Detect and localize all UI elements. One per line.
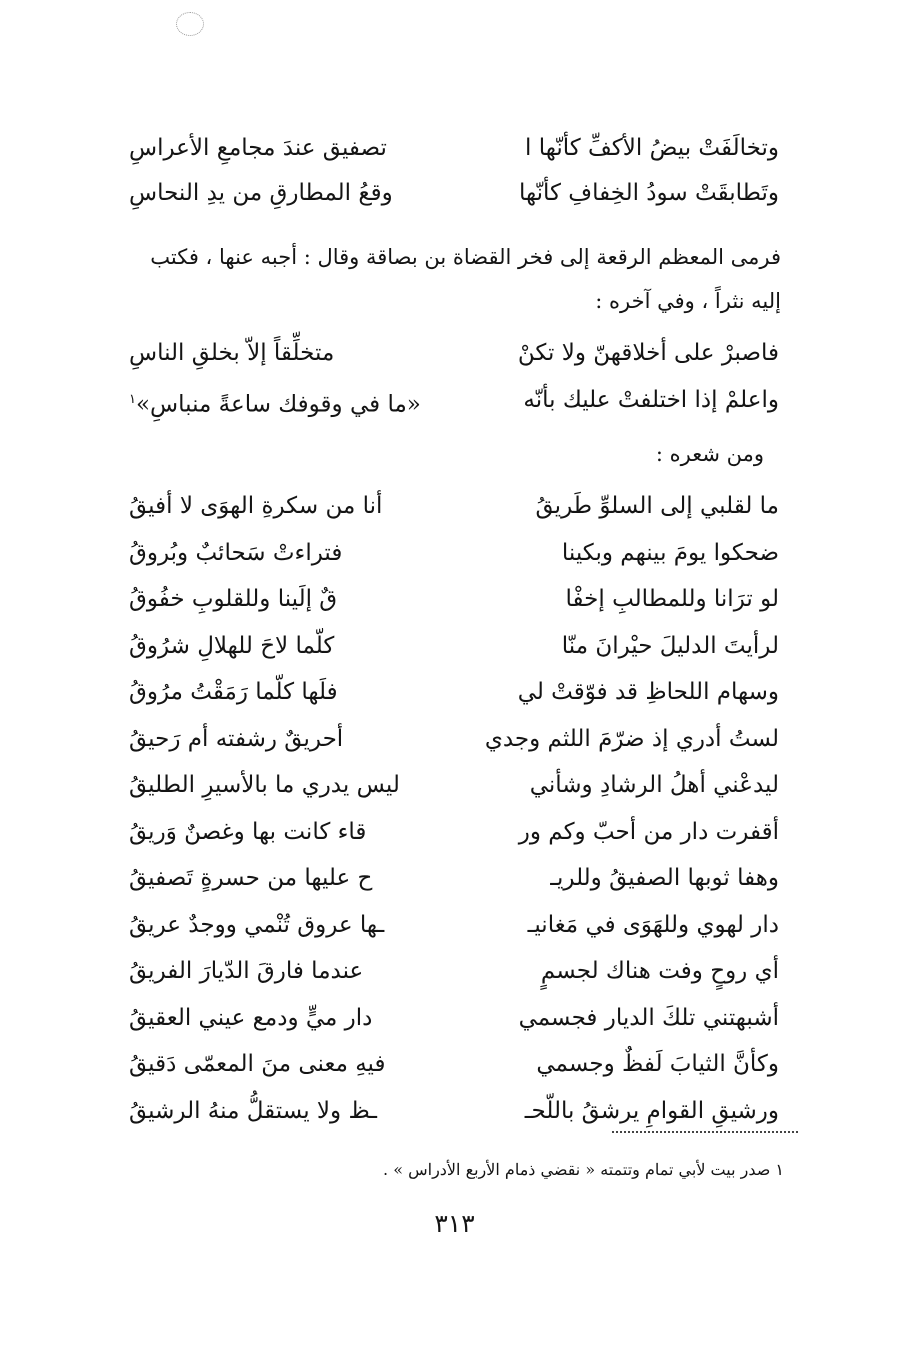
poem-verse xyxy=(129,483,779,531)
poem-verse xyxy=(129,809,779,857)
footnote-marker: ١ xyxy=(129,392,136,407)
poem-verse xyxy=(129,623,779,671)
poem-verse xyxy=(129,716,779,764)
verse-first-hemistich: لستُ أدري إذ ضرّمَ اللثم وجدي xyxy=(484,725,779,752)
verse-second-hemistich: قٌ إلَينا وللقلوبِ خفُوقُ xyxy=(129,586,338,612)
verse-line xyxy=(129,377,779,425)
verse-first-hemistich: واعلمْ إذا اختلفتْ عليك بأنّه xyxy=(523,387,779,413)
section-heading: ومن شعره : xyxy=(655,442,764,466)
verse-second-hemistich: ـظ ولا يستقلُّ منهُ الرشيقُ xyxy=(129,1097,378,1124)
poem-verse xyxy=(129,1088,779,1136)
verse-second-hemistich: قاء كانت بها وغصنٌ وَريقُ xyxy=(129,818,367,845)
verse-first-hemistich: ورشيقِ القوامِ يرشقُ باللّحـ xyxy=(524,1097,779,1124)
poem-verse xyxy=(129,762,779,810)
verse-second-hemistich: ـها عروق تُنْمي ووجدٌ عريقُ xyxy=(129,911,385,938)
poem-verse xyxy=(129,1041,779,1089)
verse-first-hemistich: لرأيتَ الدليلَ حيْرانَ منّا xyxy=(561,632,779,659)
verse-first-hemistich: أي روحٍ وفت هناك لجسمٍ xyxy=(540,958,779,984)
verse-second-hemistich: تصفيق عندَ مجامعِ الأعراسِ xyxy=(129,135,387,161)
verse-first-hemistich: دار لهوي وللهَوَى في مَغانيـ xyxy=(527,911,779,938)
verse-first-hemistich: وسهام اللحاظِ قد فوّقتْ لي xyxy=(517,679,779,705)
page-number: ٣١٣ xyxy=(434,1209,475,1238)
verse-first-hemistich: لو ترَانا وللمطالبِ إخفْا xyxy=(565,586,779,612)
verse-line xyxy=(129,125,779,173)
verse-second-hemistich xyxy=(129,377,421,428)
poem-verse xyxy=(129,948,779,996)
verse-first-hemistich: ليدعْني أهلُ الرشادِ وشأني xyxy=(529,772,779,798)
verse-first-hemistich: أقفرت دار من أحبّ وكم ور xyxy=(518,818,779,845)
verse-second-hemistich: كلّما لاحَ للهلالِ شرُوقُ xyxy=(129,632,335,659)
verse-text: «ما في وقوفك ساعةً منباسِ» xyxy=(135,391,421,418)
stamp-mark xyxy=(176,12,204,36)
verse-second-hemistich: ليس يدري ما بالأسيرِ الطليقُ xyxy=(129,772,400,798)
poem-verse xyxy=(129,855,779,903)
footnote: ١ صدر بيت لأبي تمام وتتمته « نقضي ذمام الأربع الأدراس » . xyxy=(383,1160,784,1179)
verse-second-hemistich: ح عليها من حسرةٍ تَصفيقُ xyxy=(129,865,373,891)
verse-first-hemistich: وهفا ثوبها الصفيقُ وللريـ xyxy=(550,865,779,891)
verse-line xyxy=(129,170,779,218)
poem-verse xyxy=(129,995,779,1043)
prose-line: فرمى المعظم الرقعة إلى فخر القضاة بن بصاقة وقال : أجبه عنها ، فكتب xyxy=(150,245,781,269)
verse-second-hemistich: عندما فارقَ الدّيارَ الفريقُ xyxy=(129,958,364,984)
verse-second-hemistich: أنا من سكرةِ الهوَى لا أفيقُ xyxy=(129,493,383,519)
verse-first-hemistich: أشبهتني تلكَ الديار فجسمي xyxy=(518,1004,779,1031)
verse-first-hemistich: وتَطابقَتْ سودُ الخِفافِ كأنّها xyxy=(518,180,779,206)
poem-verse xyxy=(129,530,779,578)
verse-second-hemistich: وقعُ المطارقِ من يدِ النحاسِ xyxy=(129,180,393,206)
verse-line xyxy=(129,330,779,378)
verse-first-hemistich: ما لقلبي إلى السلوِّ طَريقُ xyxy=(535,493,779,519)
prose-line: إليه نثراً ، وفي آخره : xyxy=(595,289,781,313)
poem-verse xyxy=(129,669,779,717)
verse-second-hemistich: فيهِ معنى منَ المعمّى دَقيقُ xyxy=(129,1051,386,1077)
verse-second-hemistich: أحريقٌ رشفته أم رَحيقُ xyxy=(129,725,344,752)
verse-second-hemistich: متخلِّقاً إلاّ بخلقِ الناسِ xyxy=(129,340,335,366)
footnote-divider xyxy=(612,1131,798,1133)
verse-first-hemistich: وكأنَّ الثيابَ لَفظٌ وجسمي xyxy=(536,1051,779,1077)
verse-first-hemistich: ضحكوا يومَ بينهم وبكينا xyxy=(561,539,779,566)
verse-second-hemistich: دار ميٍّ ودمع عيني العقيقُ xyxy=(129,1004,373,1031)
verse-second-hemistich: فتراءتْ سَحائبٌ وبُروقُ xyxy=(129,539,343,566)
verse-first-hemistich: فاصبرْ على أخلاقهنّ ولا تكنْ xyxy=(517,340,779,366)
verse-second-hemistich: فلَها كلّما رَمَقْتُ مرُوقُ xyxy=(129,679,338,705)
poem-verse xyxy=(129,902,779,950)
poem-verse xyxy=(129,576,779,624)
verse-first-hemistich: وتخالَفَتْ بيضُ الأكفِّ كأنّها ا xyxy=(525,135,779,161)
